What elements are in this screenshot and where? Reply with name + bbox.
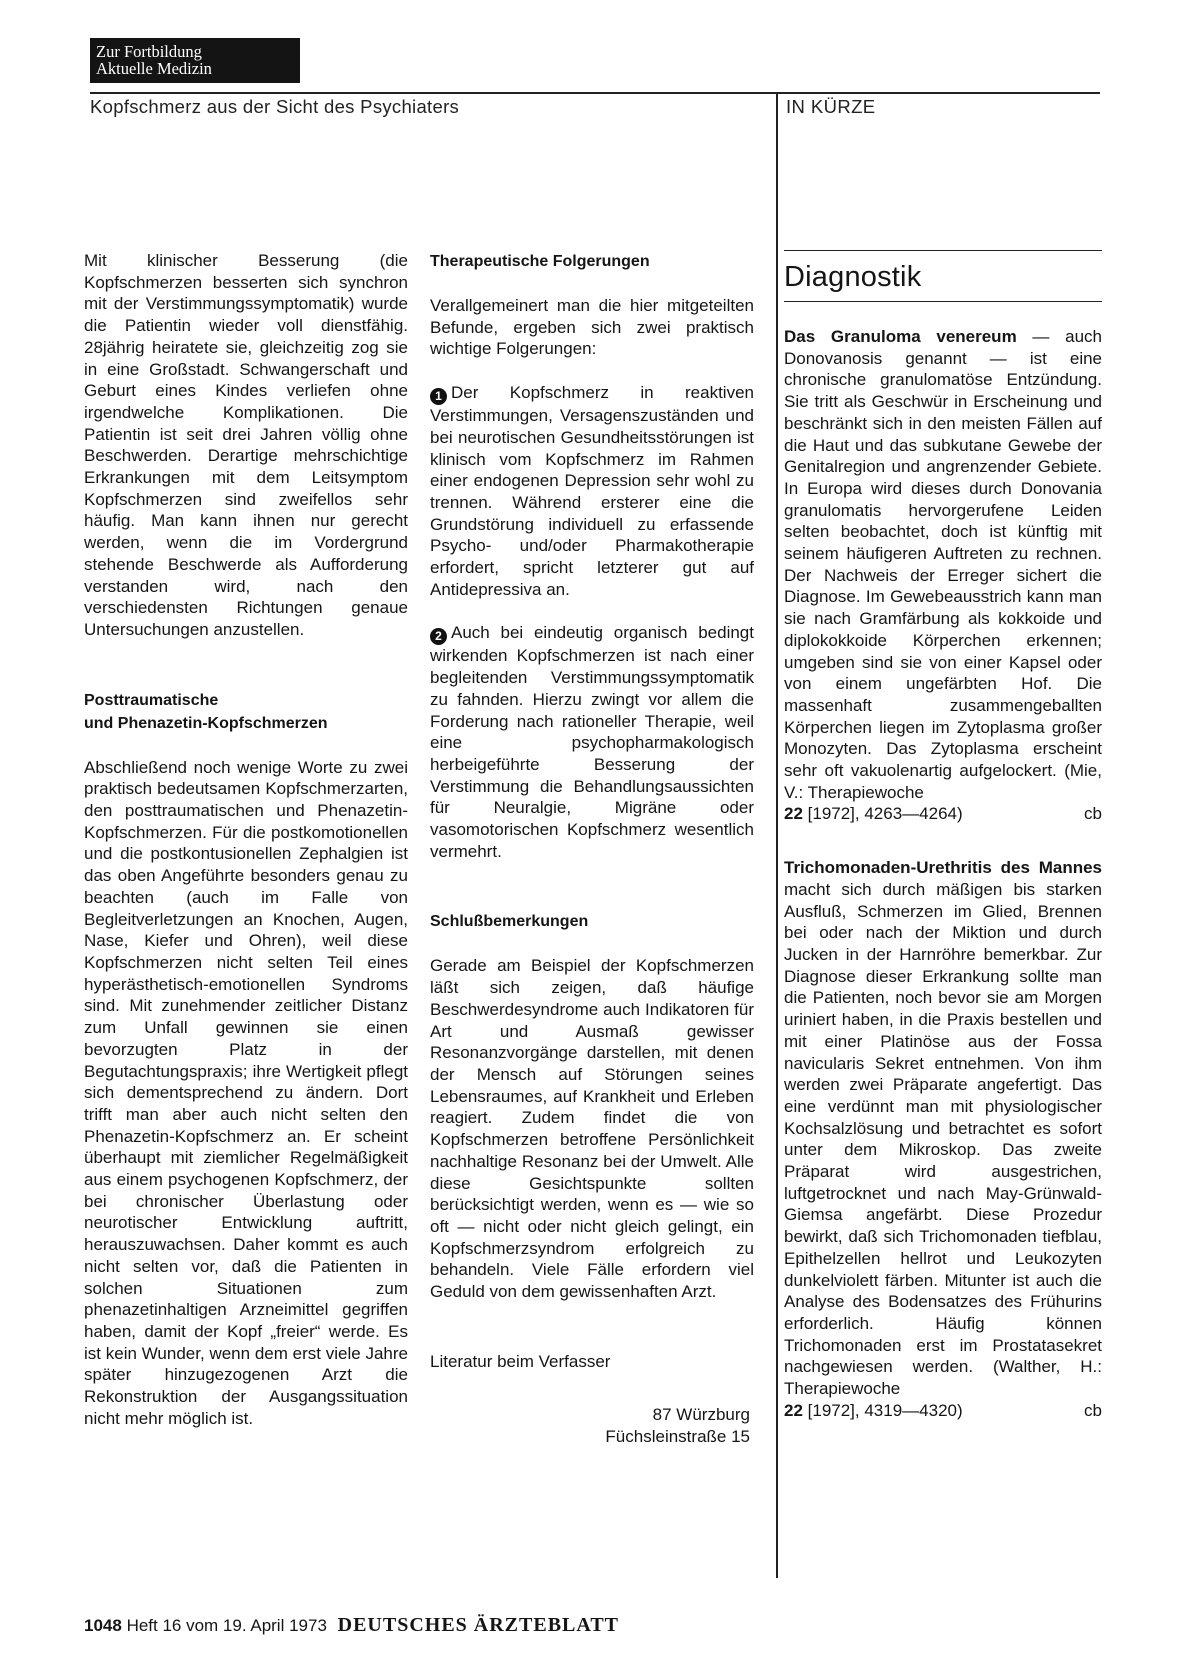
issue-info: Heft 16 vom 19. April 1973	[126, 1616, 327, 1635]
brief-item-reference	[784, 1400, 1102, 1422]
number-marker-2: 2	[430, 628, 447, 645]
article-title: Kopfschmerz aus der Sicht des Psychiaters	[90, 96, 460, 117]
author-address	[430, 1404, 754, 1448]
header-rule	[90, 92, 1100, 94]
paragraph: Abschließend noch wenige Worte zu zwei praktisch bedeutsamen Kopfschmerzarten, den posttraumatischen und Phenazetin-Kopfschmerzen. Für die postkomotionellen und die postkontusionellen Zephalgien ist das oben Angeführte besonders genau zu beachten (auch im Falle von Begleitverletzungen an Knochen, Augen, Nase, Kiefer und Ohren), weil diese Kopfschmerzen nicht selten Teil eines hyperästhetisch-emotionellen Syndroms sind. Mit zunehmender zeitlicher Distanz zum Unfall gewinnen sie einen bevorzugten Platz in der Begutachtungspraxis; ihre Wertigkeit pflegt sich dementsprechend zu ändern. Dort trifft man aber auch nicht selten den Phenazetin-Kopfschmerz an. Er scheint überhaupt mit ziemlicher Regelmäßigkeit aus einem psychogenen Kopfschmerz, der bei chronischer Überlastung oder neurotischer Entwicklung auftritt, herauszuwachsen. Daher kommt es auch nicht selten vor, daß die Patienten in solchen Situationen zum phenazetinhaltigen Arzneimittel gegriffen haben, damit der Kopf „freier“ werde. Es ist kein Wunder, wenn dem erst viele Jahre später hinzugezogenen Arzt die Rekonstruktion der Ausgangssituation nicht mehr möglich ist.	[84, 757, 408, 1428]
paragraph: Mit klinischer Besserung (die Kopfschmerzen besserten sich synchron mit der Verstimmungssymptomatik) wurde die Patientin wieder voll dienstfähig. 28jährig heiratete sie, gleichzeitig zog sie in eine Großstadt. Schwangerschaft und Geburt eines Kindes verliefen ohne irgendwelche Komplikationen. Die Patientin ist seit drei Jahren völlig ohne Beschwerden. Derartige mehrschichtige Erkrankungen mit dem Leitsymptom Kopfschmerzen sind zweifellos sehr häufig. Man kann ihnen nur gerecht werden, wenn die im Vordergrund stehende Beschwerde als Aufforderung verstanden wird, nach den verschiedensten Richtungen genaue Untersuchungen anzustellen.	[84, 251, 408, 639]
column-right	[784, 250, 1102, 1421]
paragraph: Verallgemeinert man die hier mitgeteilten Befunde, ergeben sich zwei praktisch wichtige Folgerungen:	[430, 296, 754, 359]
address-line1: 87 Würzburg	[652, 1405, 750, 1425]
section-label-line1: Zur Fortbildung	[96, 42, 202, 61]
subheading: Therapeutische Folgerungen	[430, 253, 650, 270]
numbered-paragraph	[430, 382, 754, 600]
brief-item	[784, 326, 1102, 803]
column-divider	[776, 92, 778, 1578]
section-title: Diagnostik	[784, 261, 922, 293]
section-label-line2: Aktuelle Medizin	[96, 59, 212, 78]
subheading: Schlußbemerkungen	[430, 913, 589, 931]
paragraph-text: Der Kopfschmerz in reaktiven Verstimmungen, Versagenszuständen und bei neurotischen Gesundheitsstörungen ist klinisch vom Kopfschmerz im Rahmen einer endogenen Depression sehr wohl zu trennen. Während ersterer eine die Grundstörung individuell zu erfassende Psycho- und/oder Pharmakotherapie erfordert, spricht letzterer gut auf Antidepressiva an.	[430, 383, 754, 599]
numbered-paragraph	[430, 622, 754, 862]
paragraph-text: Auch bei eindeutig organisch bedingt wirkenden Kopfschmerzen ist nach einer begleitenden Verstimmungssymptomatik zu fahnden. Hierzu zwingt vor allem die Forderung nach rationeller Therapie, weil eine psychopharmakologisch herbeigeführte Besserung der Verstimmung die Behandlungsaussichten für Neuralgie, Migräne oder vasomotorischen Kopfschmerz wesentlich vermehrt.	[430, 623, 754, 861]
subheading-line1: Posttraumatische	[84, 691, 219, 709]
reference: [1972], 4263—4264)	[802, 804, 963, 824]
section-rule-bottom	[784, 301, 1102, 302]
brief-item	[784, 857, 1102, 1400]
number-marker-1: 1	[430, 388, 447, 405]
column-left	[84, 250, 408, 1429]
subheading	[84, 689, 408, 735]
magazine-name: DEUTSCHES ÄRZTEBLATT	[337, 1614, 620, 1636]
brief-item-reference	[784, 803, 1102, 825]
author-sign: cb	[1084, 804, 1102, 824]
column-middle	[430, 250, 754, 1448]
brief-item-text: — auch Donovanosis genannt — ist eine chronische granulomatöse Entzündung. Sie tritt als Geschwür in Erscheinung und beschränkt sich in den meisten Fällen auf die Haut und das subkutane Gewebe der Genitalregion und angrenzender Gebiete. In Europa wird dieses durch Donovania granulomatis hervorgerufene Leiden selten beobachtet, doch ist künftig mit seinem häufigeren Auftreten zu rechnen. Der Nachweis der Erreger sichert die Diagnose. Im Gewebeausstrich kann man sie nach Gramfärbung als kokkoide und diplokokkoide Körperchen erkennen; umgeben sind sie von einer Kapsel oder von einem ungefärbten Hof. Die massenhaft zusammengeballten Körperchen liegen im Zytoplasma großer Monozyten. Das Zytoplasma erscheint sehr oft vakuolenartig aufgelockert. (Mie, V.: Therapiewoche	[784, 327, 1102, 802]
volume: 22	[784, 1400, 803, 1420]
address-line2: Füchsleinstraße 15	[605, 1427, 750, 1447]
brief-item-text: macht sich durch mäßigen bis starken Ausfluß, Schmerzen im Glied, Brennen bei oder nach der Miktion und durch Jucken in der Harnröhre bemerkbar. Zur Diagnose dieser Erkrankung sollte man die Patienten, noch bevor sie am Morgen uriniert haben, in die Praxis bestellen und mit einer Platinöse aus der Fossa navicularis Sekret entnehmen. Von ihm werden zwei Präparate angefertigt. Das eine verdünnt man mit physiologischer Kochsalzlösung und betrachtet es sofort unter dem Mikroskop. Das zweite Präparat wird ausgestrichen, luftgetrocknet und nach May-Grünwald-Giemsa angefärbt. Diese Prozedur bewirkt, daß sich Trichomonaden tiefblau, Epithelzellen hellrot und Leukozyten dunkelviolett färben. Mitunter ist auch die Analyse des Bodensatzes des Frühurins erforderlich. Häufig können Trichomonaden erst im Prostatasekret nachgewiesen werden. (Walther, H.: Therapiewoche	[784, 879, 1102, 1399]
paragraph: Gerade am Beispiel der Kopfschmerzen läßt sich zeigen, daß häufige Beschwerdesyndrome auch Indikatoren für Art und Ausmaß gewisser Resonanzvorgänge darstellen, mit denen der Mensch auf Störungen seines Lebensraumes, auf Krankheit und Erleben reagiert. Zudem findet die von Kopfschmerzen betroffene Persönlichkeit nachhaltige Resonanz bei der Umwelt. Alle diese Gesichtspunkte sollten berücksichtigt werden, wenn es — wie so oft — nicht oder nicht gleich gelingt, ein Kopfschmerzsyndrom erfolgreich zu behandeln. Viele Fälle erfordern viel Geduld von dem gewissenhaften Arzt.	[430, 956, 754, 1302]
section-label	[90, 38, 300, 83]
author-sign: cb	[1084, 1400, 1102, 1420]
in-kuerze-title: IN KÜRZE	[786, 96, 876, 117]
brief-item-title: Trichomonaden-Urethritis des Mannes	[784, 858, 1102, 878]
page-footer	[84, 1614, 619, 1637]
brief-item-title: Das Granuloma venereum	[784, 327, 1017, 346]
volume: 22	[784, 804, 803, 824]
subheading-line2: und Phenazetin-Kopfschmerzen	[84, 714, 328, 732]
literature-note: Literatur beim Verfasser	[430, 1351, 611, 1371]
reference: [1972], 4319—4320)	[802, 1400, 963, 1420]
page-number: 1048	[84, 1616, 122, 1635]
